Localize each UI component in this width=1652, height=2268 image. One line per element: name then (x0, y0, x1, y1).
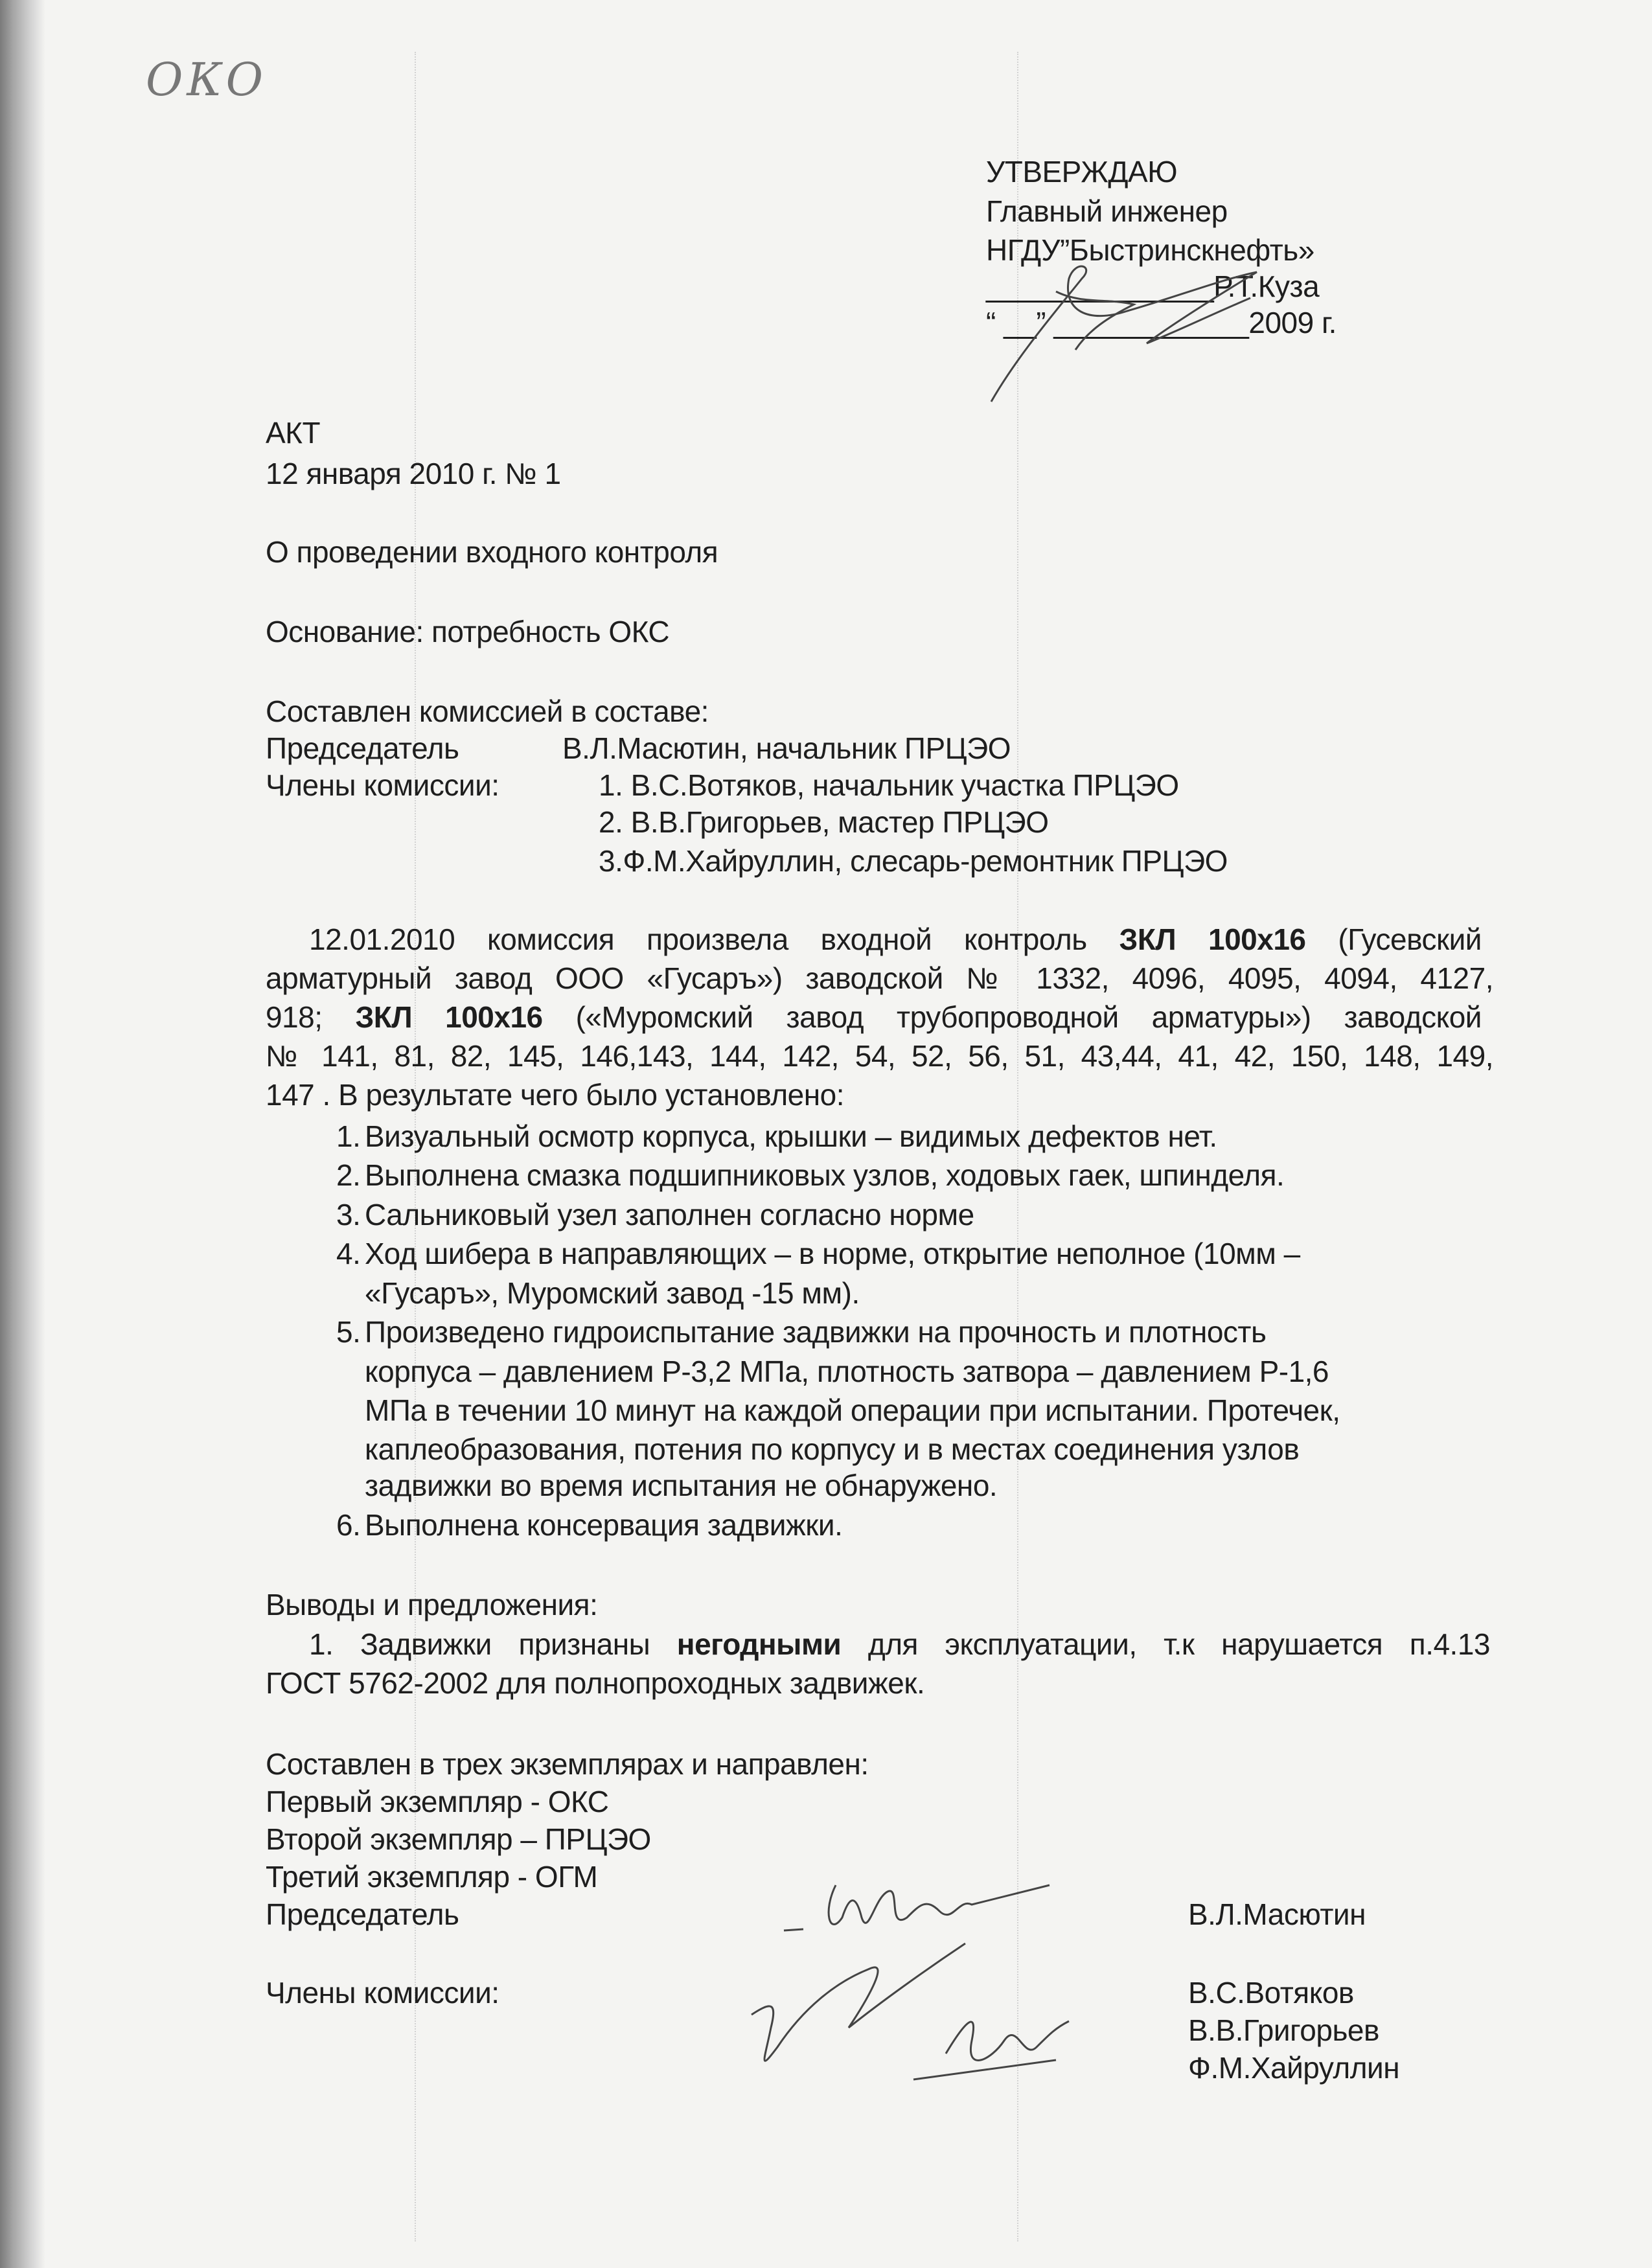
approval-signature (978, 253, 1341, 408)
finding-number: 5. (336, 1315, 361, 1349)
members-label: Члены комиссии: (266, 768, 499, 802)
body-line-1: 12.01.2010 комиссия произвела входной контроль ЗКЛ 100х16 (Гусевский (309, 922, 1482, 956)
finding-text: корпуса – давлением Р-3,2 МПа, плотность затвора – давлением Р-1,6 (365, 1355, 1329, 1388)
approval-signatory: ______________Р.Т.Куза (986, 269, 1320, 303)
signature-member-name: В.В.Григорьев (1188, 2013, 1379, 2047)
chair-label: Председатель (266, 731, 459, 765)
finding-number: 6. (336, 1508, 361, 1542)
distribution-heading: Составлен в трех экземплярах и направлен: (266, 1747, 869, 1781)
chair-name: В.Л.Масютин, начальник ПРЦЭО (562, 731, 1011, 765)
distribution-item: Второй экземпляр – ПРЦЭО (266, 1822, 651, 1856)
members-signatures (732, 1930, 1121, 2099)
finding-text: Выполнена смазка подшипниковых узлов, ходовых гаек, шпинделя. (365, 1158, 1285, 1192)
body-line-2: арматурный завод ООО «Гусаръ») заводской № 1332, 4096, 4095, 4094, 4127, (266, 961, 1493, 995)
body-line-4: № 141, 81, 82, 145, 146,143, 144, 142, 54, 52, 56, 51, 43,44, 41, 42, 150, 148, 149, (266, 1039, 1493, 1073)
signature-chair-name: В.Л.Масютин (1188, 1897, 1366, 1931)
conclusion-line-1: 1. Задвижки признаны негодными для эксплуатации, т.к нарушается п.4.13 (309, 1627, 1490, 1661)
finding-text: каплеобразования, потения по корпусу и в местах соединения узлов (365, 1432, 1300, 1466)
finding-text: Сальниковый узел заполнен согласно норме (365, 1198, 974, 1231)
finding-number: 2. (336, 1158, 361, 1192)
finding-text: МПа в течении 10 минут на каждой операции при испытании. Протечек, (365, 1393, 1340, 1427)
member-3: 3.Ф.М.Хайруллин, слесарь-ремонтник ПРЦЭО (599, 844, 1228, 878)
approval-date: “ __” ____________2009 г. (986, 306, 1337, 339)
conclusions-heading: Выводы и предложения: (266, 1588, 598, 1621)
finding-text: Выполнена консервация задвижки. (365, 1508, 843, 1542)
finding-number: 4. (336, 1237, 361, 1270)
scan-edge (0, 0, 45, 2268)
signature-member-name: В.С.Вотяков (1188, 1976, 1354, 2010)
member-1: 1. В.С.Вотяков, начальник участка ПРЦЭО (599, 768, 1179, 802)
handwritten-note: ОКО (146, 53, 267, 106)
approval-organization: НГДУ”Быстринскнефть» (986, 233, 1314, 267)
signature-members-label: Члены комиссии: (266, 1976, 499, 2010)
member-2: 2. В.В.Григорьев, мастер ПРЦЭО (599, 805, 1049, 839)
finding-text: Произведено гидроиспытание задвижки на прочность и плотность (365, 1315, 1267, 1349)
finding-text: задвижки во время испытания не обнаружено. (365, 1469, 998, 1502)
approval-position: Главный инженер (986, 194, 1228, 228)
commission-heading: Составлен комиссией в составе: (266, 694, 709, 728)
distribution-item: Первый экземпляр - ОКС (266, 1785, 609, 1818)
body-line-5: 147 . В результате чего было установлено: (266, 1078, 845, 1112)
conclusion-line-2: ГОСТ 5762-2002 для полнопроходных задвижек. (266, 1666, 925, 1700)
act-subject: О проведении входного контроля (266, 535, 718, 569)
finding-number: 3. (336, 1198, 361, 1231)
finding-text: Визуальный осмотр корпуса, крышки – видимых дефектов нет. (365, 1119, 1217, 1153)
body-line-3: 918; ЗКЛ 100х16 («Муромский завод трубопроводной арматуры») заводской (266, 1000, 1482, 1034)
signature-chair-label: Председатель (266, 1897, 459, 1931)
signature-member-name: Ф.М.Хайруллин (1188, 2051, 1400, 2085)
approval-title: УТВЕРЖДАЮ (986, 155, 1178, 189)
distribution-item: Третий экземпляр - ОГМ (266, 1860, 598, 1894)
finding-text: Ход шибера в направляющих – в норме, открытие неполное (10мм – (365, 1237, 1300, 1270)
act-date-number: 12 января 2010 г. № 1 (266, 457, 561, 490)
finding-number: 1. (336, 1119, 361, 1153)
act-basis: Основание: потребность ОКС (266, 615, 670, 648)
finding-text: «Гусаръ», Муромский завод -15 мм). (365, 1276, 860, 1310)
act-title: АКТ (266, 416, 321, 450)
